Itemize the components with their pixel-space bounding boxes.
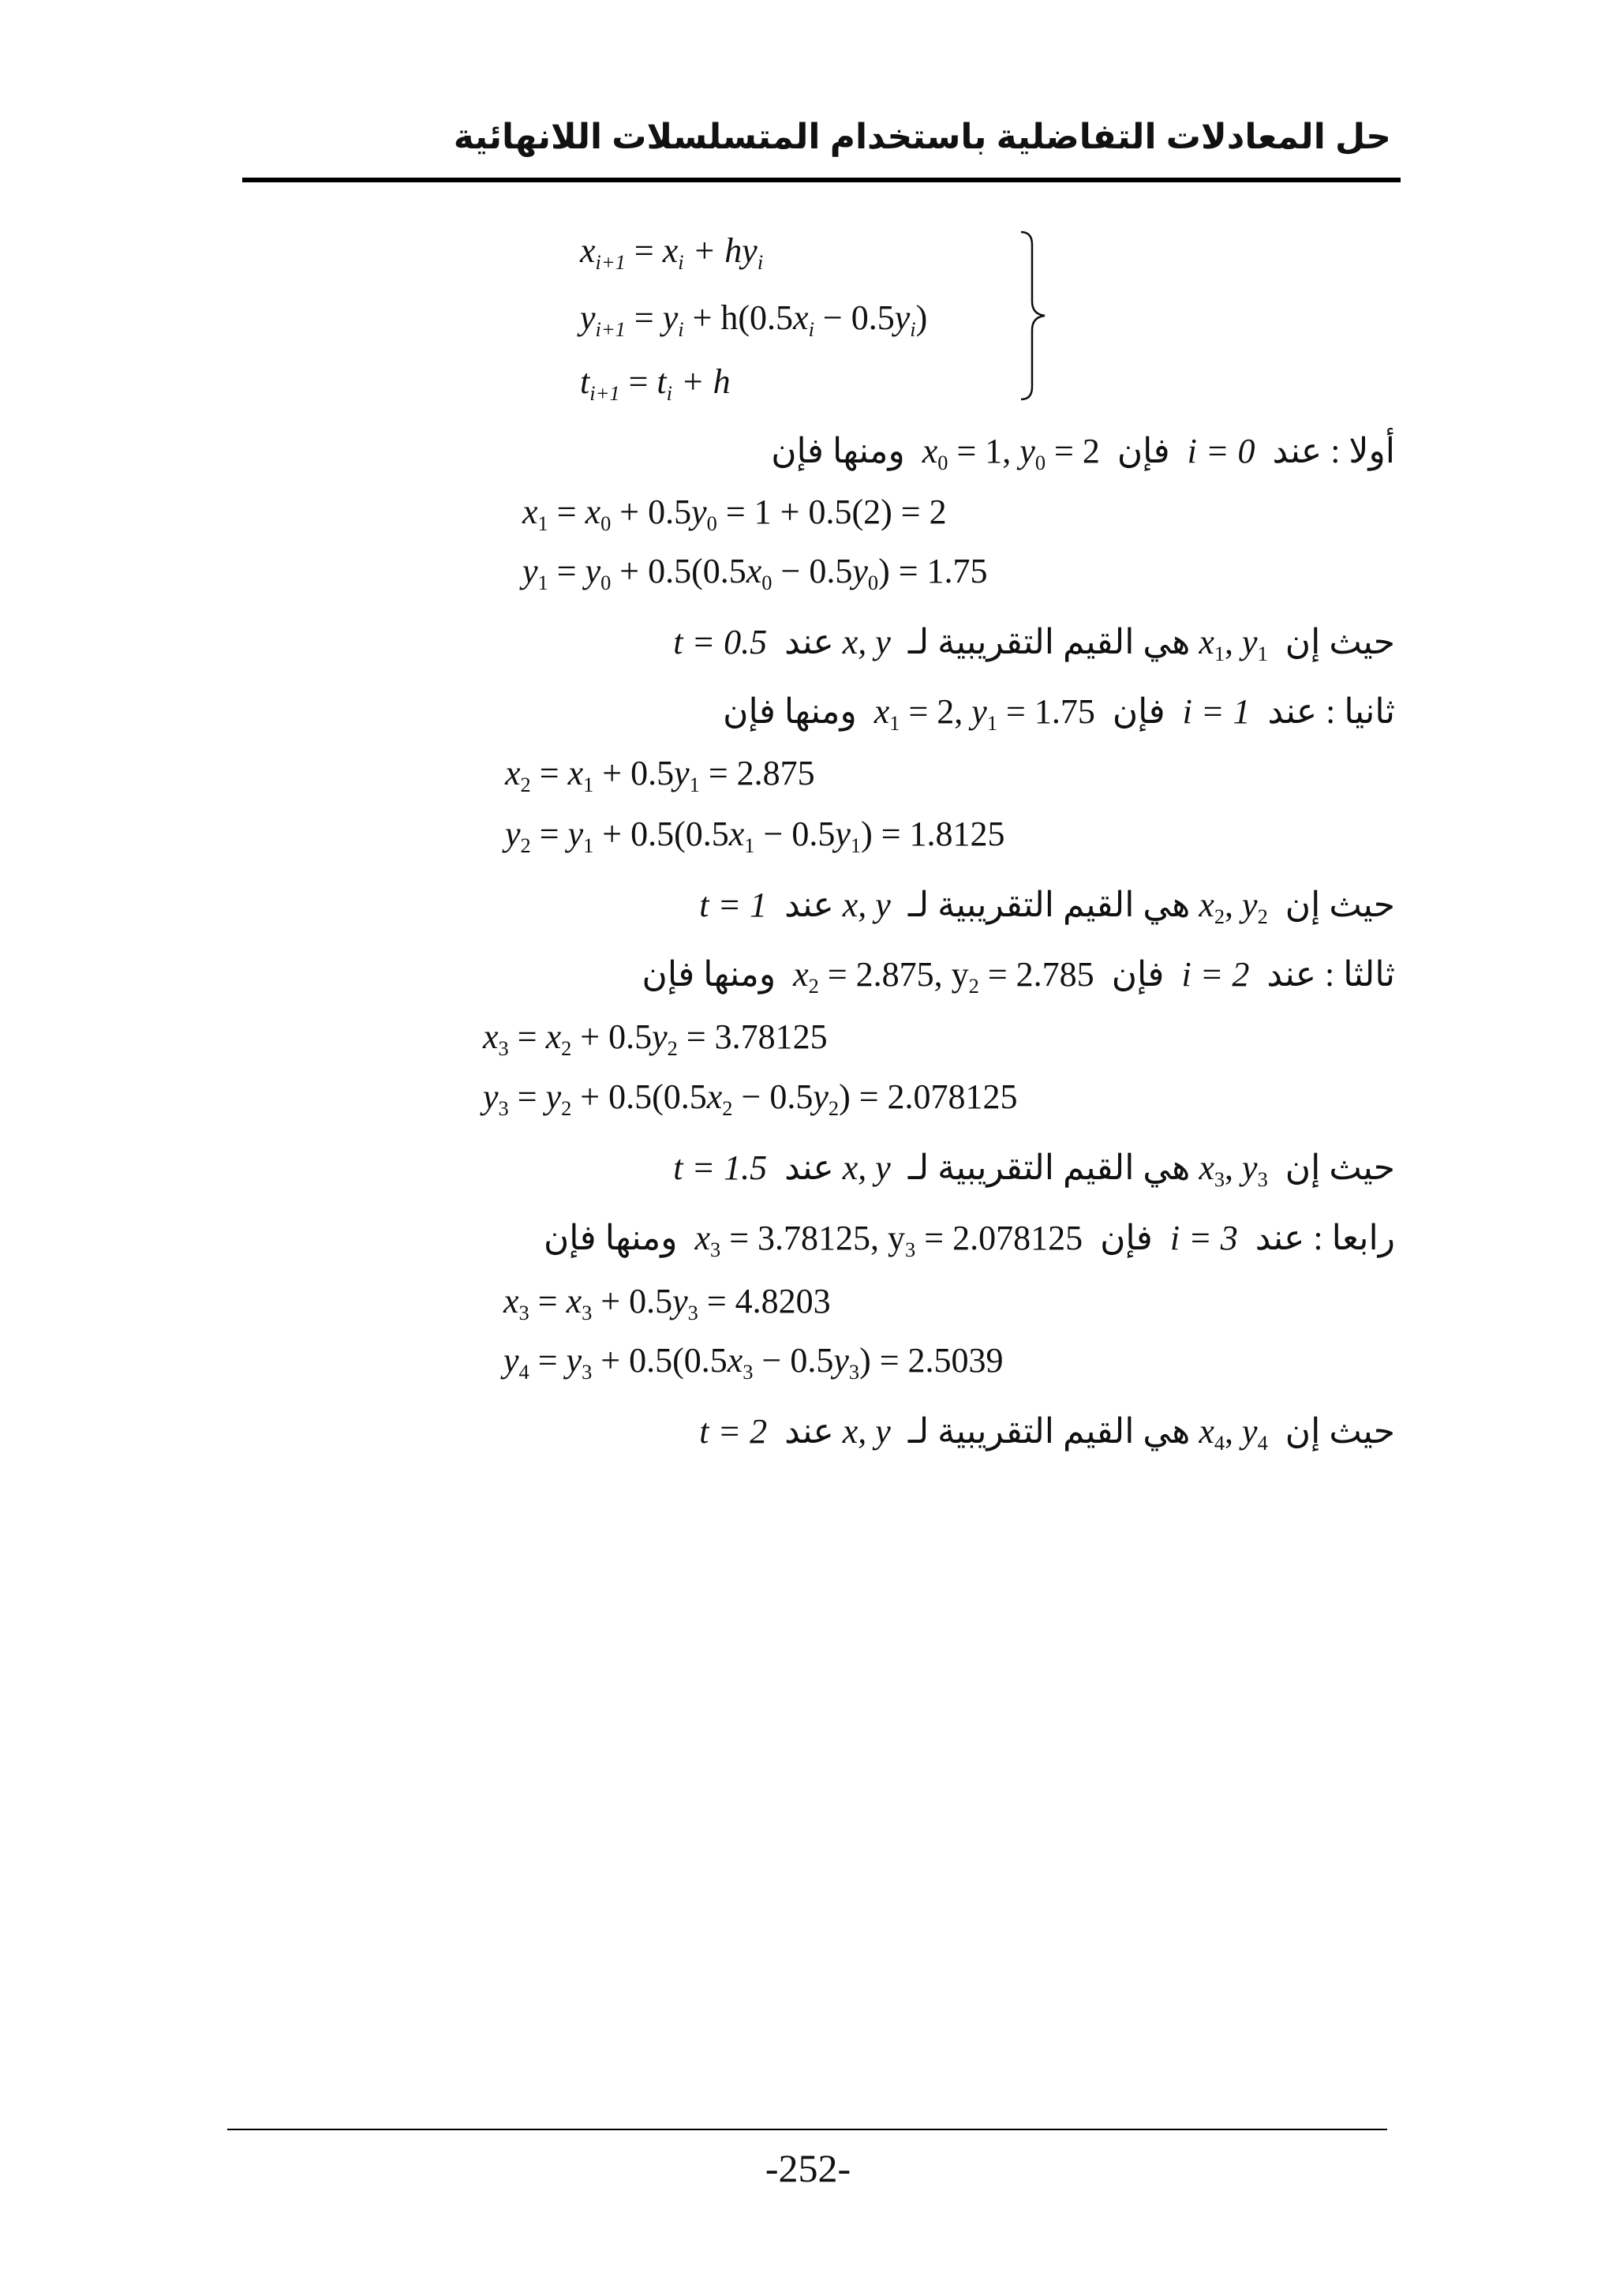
step1-y-equation: $y_1 = y_0 + 0.5(0.5x_0 - 0.5y_0) = 1.75$ (522, 552, 988, 595)
step1-conclusion-line: حيث إن $x_1$, $y_1$ هي القيم التقريبية لـ x, y عند t = 0.5 (673, 623, 1395, 666)
step2-condition-line: ثانيا : عند i = 1 فإن $x_1 = 2$, $y_1 = 1.75$ ومنها فإن (723, 692, 1395, 736)
step4-y-equation: $y_4 = y_3 + 0.5(0.5x_3 - 0.5y_3) = 2.5039$ (503, 1341, 1004, 1384)
step4-conclusion-line: حيث إن $x_4$, $y_4$ هي القيم التقريبية لـ x, y عند t = 2 (699, 1412, 1395, 1455)
right-curly-brace (1018, 229, 1049, 403)
system-equation-t: $t_{i+1} = t_i + h$ (580, 362, 731, 406)
step3-condition-line: ثالثا : عند i = 2 فإن $x_2 = 2.875$, $y_2 = 2.785$ ومنها فإن (642, 955, 1395, 998)
header-rule (242, 178, 1401, 182)
step4-condition-line: رابعا : عند i = 3 فإن $x_3 = 3.78125$, $y_3 = 2.078125$ ومنها فإن (543, 1219, 1395, 1262)
page-number: -252- (765, 2146, 851, 2190)
running-header-title: حل المعادلات التفاضلية باستخدام المتسلسلات اللانهائية (453, 118, 1391, 156)
step3-conclusion-line: حيث إن $x_3$, $y_3$ هي القيم التقريبية لـ x, y عند t = 1.5 (673, 1148, 1395, 1192)
step3-y-equation: $y_3 = y_2 + 0.5(0.5x_2 - 0.5y_2) = 2.078125$ (483, 1077, 1018, 1121)
system-equation-y: $y_{i+1} = y_i + h(0.5x_i - 0.5y_i)$ (580, 298, 928, 342)
step2-x-equation: $x_2 = x_1 + 0.5y_1 = 2.875$ (505, 754, 815, 797)
step3-x-equation: $x_3 = x_2 + 0.5y_2 = 3.78125$ (483, 1017, 828, 1061)
step2-conclusion-line: حيث إن $x_2$, $y_2$ هي القيم التقريبية لـ x, y عند t = 1 (699, 886, 1395, 929)
step1-x-equation: $x_1 = x_0 + 0.5y_0 = 1 + 0.5(2) = 2$ (522, 493, 947, 536)
system-equation-x: $x_{i+1} = x_i + hy_i$ (580, 231, 764, 275)
step1-condition-line: أولا : عند i = 0 فإن $x_0 = 1$, $y_0 = 2$ ومنها فإن (771, 432, 1395, 475)
step2-y-equation: $y_2 = y_1 + 0.5(0.5x_1 - 0.5y_1) = 1.8125$ (505, 815, 1005, 858)
step4-x-equation: $x_3 = x_3 + 0.5y_3 = 4.8203$ (503, 1282, 831, 1325)
footer-rule (227, 2129, 1387, 2130)
